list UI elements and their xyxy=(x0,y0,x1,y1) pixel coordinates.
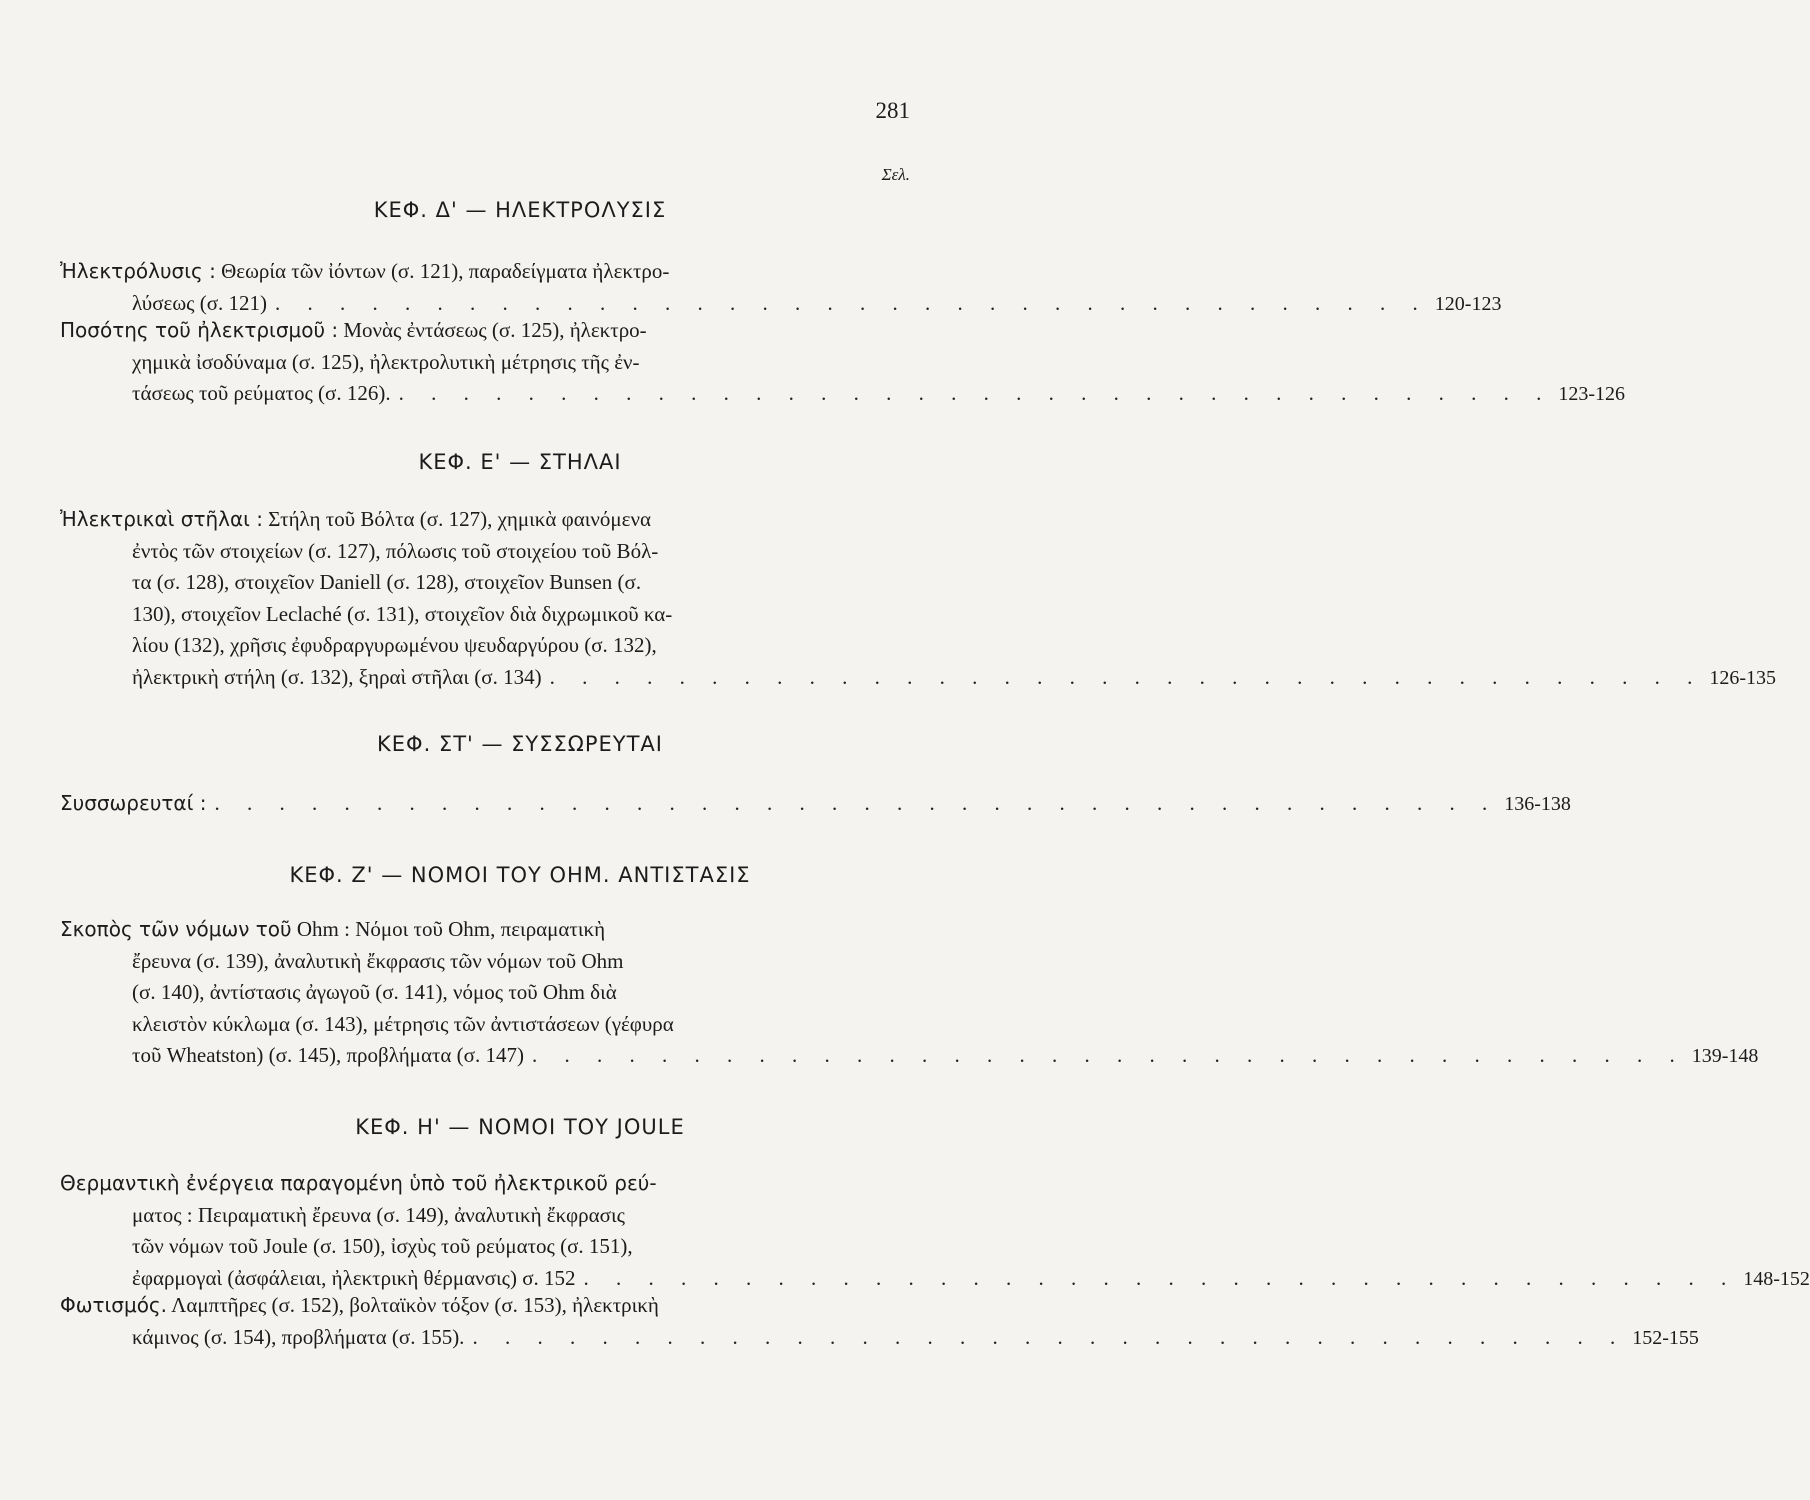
entry-joule-heating xyxy=(60,1168,1810,1294)
entry-text: ἠλεκτρικὴ στήλη (σ. 132), ξηραὶ στῆλαι (σ. 134) xyxy=(132,664,542,689)
page-range: 148-152 xyxy=(1743,1267,1810,1290)
entry-text: Στήλη τοῦ Βόλτα (σ. 127), χημικὰ φαινόμενα xyxy=(263,507,651,531)
entry-accumulators xyxy=(60,788,1571,820)
entry-text: τα (σ. 128), στοιχεῖον Daniell (σ. 128), στοιχεῖον Bunsen (σ. xyxy=(132,570,642,594)
entry-term: Ποσότης τοῦ ἠλεκτρισμοῦ : xyxy=(60,318,339,342)
entry-term: Ἠλεκτρικαὶ στῆλαι : xyxy=(60,507,264,531)
entry-text: κλειστὸν κύκλωμα (σ. 143), μέτρησις τῶν ἀντιστάσεων (γέφυρα xyxy=(132,1011,674,1036)
entry-text: χημικὰ ἰσοδύναμα (σ. 125), ἠλεκτρολυτικὴ μέτρησις τῆς ἐν- xyxy=(132,349,640,374)
entry-text: Θεωρία τῶν ἰόντων (σ. 121), παραδείγματα ἠλεκτρο- xyxy=(215,259,670,283)
dot-leader: . . . . . . . . . . . . . . . . . . . . . . . . . . . . . . . . . . . . xyxy=(398,381,1553,405)
entry-quantity-of-electricity xyxy=(60,315,1625,410)
page-column-label: Σελ. xyxy=(881,165,910,184)
entry-text: τοῦ Wheatston) (σ. 145), προβλήματα (σ. 147) xyxy=(132,1043,524,1067)
dot-leader: . . . . . . . . . . . . . . . . . . . . . . . . . . . . . . . . . . . . xyxy=(275,290,1429,315)
page-number: 281 xyxy=(875,98,910,123)
dot-leader: . . . . . . . . . . . . . . . . . . . . . . . . . . . . . . . . . . . . . . . . xyxy=(214,791,1499,815)
page-range: 120-123 xyxy=(1434,292,1502,315)
entry-term: Φωτισμός. xyxy=(60,1293,168,1317)
entry-term: Ἠλεκτρόλυσις : xyxy=(60,259,216,283)
chapter-heading-d: ΚΕΦ. Δ' — ΗΛΕΚΤΡΟΛΥΣΙΣ xyxy=(373,198,667,222)
dot-leader: . . . . . . . . . . . . . . . . . . . . . . . . . . . . . . . . . . . . xyxy=(549,664,1704,689)
chapter-heading-h: ΚΕΦ. Η' — ΝΟΜΟΙ ΤΟΥ JOULE xyxy=(355,1115,685,1139)
dot-leader: . . . . . . . . . . . . . . . . . . . . . . . . . . . . . . . . . . . . xyxy=(531,1043,1686,1067)
page-range: 126-135 xyxy=(1709,666,1777,689)
entry-text: Ohm : Νόμοι τοῦ Ohm, πειραματικὴ xyxy=(291,917,606,941)
entry-text: λίου (132), χρῆσις ἐφυδραργυρωμένου ψευδαργύρου (σ. 132), xyxy=(132,633,657,657)
entry-text: τάσεως τοῦ ρεύματος (σ. 126). xyxy=(132,381,391,405)
entry-term: Σκοπὸς τῶν νόμων τοῦ xyxy=(60,917,292,941)
entry-text: κάμινος (σ. 154), προβλήματα (σ. 155). xyxy=(132,1324,465,1349)
entry-term: Συσσωρευταί : xyxy=(60,791,207,815)
entry-lighting xyxy=(60,1290,1699,1353)
page-range: 139-148 xyxy=(1691,1045,1759,1067)
dot-leader: . . . . . . . . . . . . . . . . . . . . . . . . . . . . . . . . . . . . xyxy=(583,1265,1738,1290)
chapter-heading-e: ΚΕΦ. Ε' — ΣΤΗΛΑΙ xyxy=(418,450,622,474)
entry-text: λύσεως (σ. 121) xyxy=(132,290,268,315)
entry-electric-batteries xyxy=(60,504,1777,693)
entry-term: Θερμαντικὴ ἐνέργεια παραγομένη ὑπὸ τοῦ ἠλεκτρικοῦ ρεύ- xyxy=(60,1171,657,1195)
dot-leader: . . . . . . . . . . . . . . . . . . . . . . . . . . . . . . . . . . . . xyxy=(472,1324,1627,1349)
entry-text: τῶν νόμων τοῦ Joule (σ. 150), ἰσχὺς τοῦ ρεύματος (σ. 151), xyxy=(132,1234,633,1258)
entry-ohm-laws xyxy=(60,914,1759,1072)
entry-text: ματος : Πειραματικὴ ἔρευνα (σ. 149), ἀναλυτικὴ ἔκφρασις xyxy=(132,1202,625,1227)
chapter-heading-st: ΚΕΦ. ΣΤ' — ΣΥΣΣΩΡΕΥΤΑΙ xyxy=(377,732,663,756)
entry-text: Λαμπτῆρες (σ. 152), βολταϊκὸν τόξον (σ. 153), ἠλεκτρικὴ xyxy=(167,1293,659,1317)
chapter-heading-z: ΚΕΦ. Ζ' — ΝΟΜΟΙ ΤΟΥ ΟΗΜ. ΑΝΤΙΣΤΑΣΙΣ xyxy=(289,863,751,887)
entry-text: (σ. 140), ἀντίστασις ἀγωγοῦ (σ. 141), νόμος τοῦ Ohm διὰ xyxy=(132,980,617,1004)
entry-electrolysis xyxy=(60,256,1502,319)
entry-text: ἐφαρμογαὶ (ἀσφάλειαι, ἠλεκτρικὴ θέρμανσις) σ. 152 xyxy=(132,1265,576,1290)
entry-text: ἐντὸς τῶν στοιχείων (σ. 127), πόλωσις τοῦ στοιχείου τοῦ Βόλ- xyxy=(132,538,659,563)
entry-text: ἔρευνα (σ. 139), ἀναλυτικὴ ἔκφρασις τῶν νόμων τοῦ Ohm xyxy=(132,948,624,973)
page-range: 152-155 xyxy=(1632,1326,1699,1349)
page-range: 123-126 xyxy=(1558,383,1625,405)
entry-text: Μονὰς ἐντάσεως (σ. 125), ἠλεκτρο- xyxy=(338,318,647,342)
entry-text: 130), στοιχεῖον Leclaché (σ. 131), στοιχεῖον διὰ διχρωμικοῦ κα- xyxy=(132,601,673,626)
page-range: 136-138 xyxy=(1504,793,1571,815)
